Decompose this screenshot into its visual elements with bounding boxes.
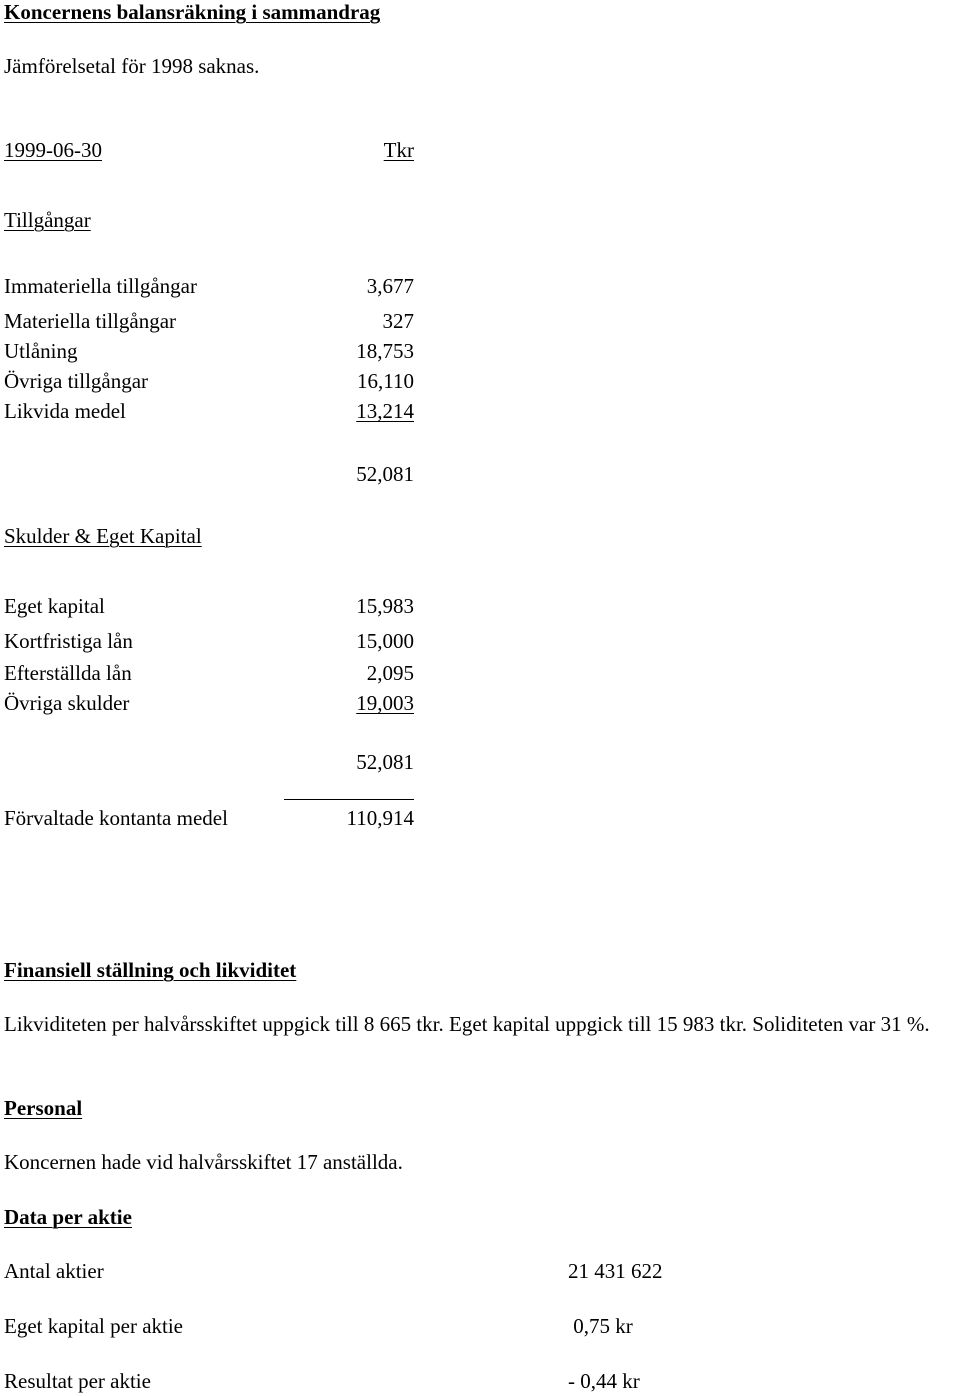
per-share-value: 0,75 kr bbox=[568, 1314, 633, 1338]
liability-label: Efterställda lån bbox=[4, 661, 132, 685]
liability-label: Övriga skulder bbox=[4, 691, 130, 715]
liability-value: 15,000 bbox=[356, 629, 414, 653]
financial-heading: Finansiell ställning och likviditet bbox=[4, 958, 297, 982]
liability-label: Eget kapital bbox=[4, 594, 105, 618]
personnel-heading: Personal bbox=[4, 1096, 83, 1120]
balance-unit: Tkr bbox=[383, 138, 414, 162]
asset-label: Övriga tillgångar bbox=[4, 369, 149, 393]
liabilities-total: 52,081 bbox=[356, 750, 414, 774]
per-share-value: - 0,44 kr bbox=[568, 1369, 640, 1393]
per-share-value: 21 431 622 bbox=[568, 1259, 663, 1283]
asset-label: Materiella tillgångar bbox=[4, 309, 177, 333]
liabilities-heading: Skulder & Eget Kapital bbox=[4, 524, 202, 548]
asset-value: 18,753 bbox=[356, 339, 414, 363]
per-share-label: Antal aktier bbox=[4, 1259, 104, 1283]
liability-label: Kortfristiga lån bbox=[4, 629, 133, 653]
per-share-label: Resultat per aktie bbox=[4, 1369, 151, 1393]
asset-value: 3,677 bbox=[366, 274, 414, 298]
managed-cash-label: Förvaltade kontanta medel bbox=[4, 806, 228, 830]
comparison-note: Jämförelsetal för 1998 saknas. bbox=[4, 54, 260, 78]
personnel-text: Koncernen hade vid halvårsskiftet 17 anställda. bbox=[4, 1150, 403, 1174]
per-share-heading: Data per aktie bbox=[4, 1205, 132, 1229]
assets-total: 52,081 bbox=[356, 462, 414, 486]
balance-date: 1999-06-30 bbox=[4, 138, 102, 162]
page-title: Koncernens balansräkning i sammandrag bbox=[4, 0, 381, 24]
asset-value: 13,214 bbox=[356, 399, 414, 423]
asset-label: Likvida medel bbox=[4, 399, 126, 423]
liability-value: 2,095 bbox=[366, 661, 414, 685]
asset-value: 16,110 bbox=[357, 369, 414, 393]
asset-value: 327 bbox=[382, 309, 414, 333]
liability-value: 15,983 bbox=[356, 594, 414, 618]
asset-label: Utlåning bbox=[4, 339, 78, 363]
per-share-label: Eget kapital per aktie bbox=[4, 1314, 184, 1338]
asset-label: Immateriella tillgångar bbox=[4, 274, 197, 298]
financial-text: Likviditeten per halvårsskiftet uppgick till 8 665 tkr. Eget kapital uppgick till 15 983 tkr. Soliditeten var 31 %. bbox=[4, 1012, 930, 1036]
total-rule bbox=[284, 799, 414, 800]
managed-cash-value: 110,914 bbox=[346, 806, 414, 830]
assets-heading: Tillgångar bbox=[4, 208, 91, 232]
liability-value: 19,003 bbox=[356, 691, 414, 715]
